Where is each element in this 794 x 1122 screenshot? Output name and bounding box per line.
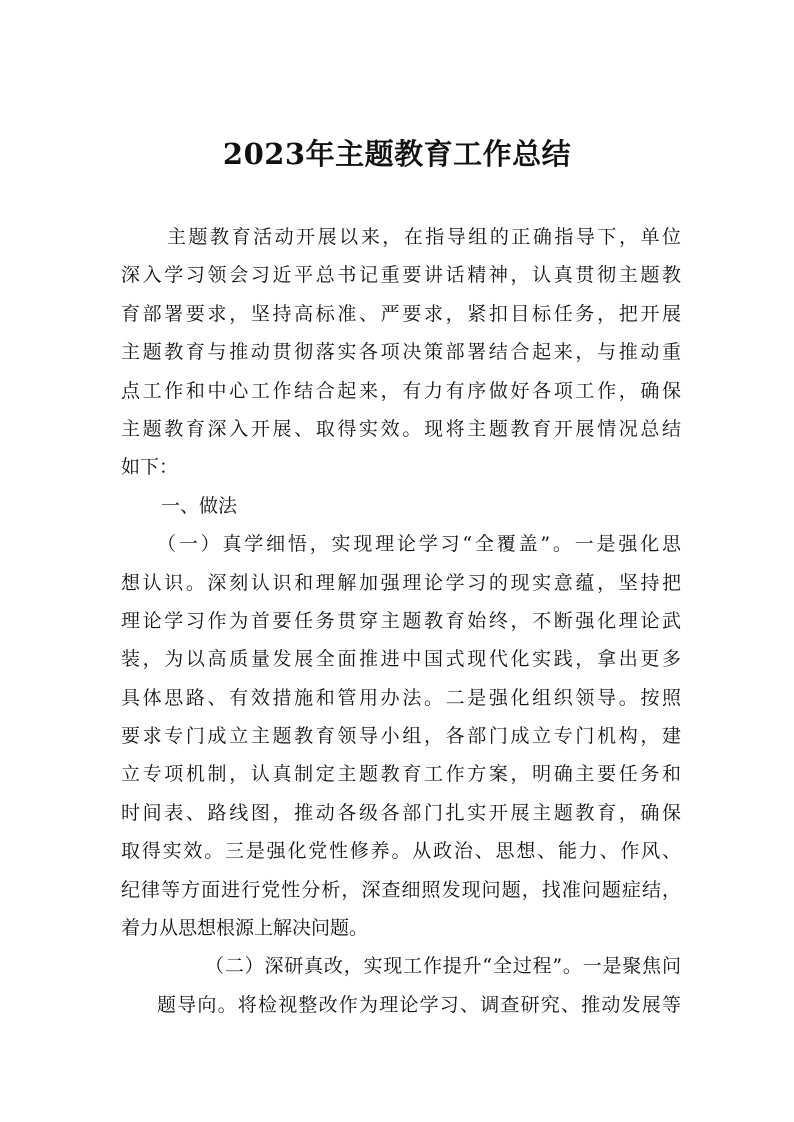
paragraph-line: 主题教育深入开展、取得实效。现将主题教育开展情况总结 [121,417,681,440]
paragraph-line: 着力从思想根源上解决问题。 [121,917,369,940]
paragraph-line: 主题教育活动开展以来，在指导组的正确指导下，单位 [167,226,681,248]
paragraph-line: 想认识。深刻认识和理解加强理论学习的现实意蕴，坚持把 [121,571,681,594]
document-body [121,218,681,1024]
paragraph-line: 纪律等方面进行党性分析，深查细照发现问题，找准问题症结， [121,878,681,901]
paragraph-line: 深入学习领会习近平总书记重要讲话精神，认真贯彻主题教 [121,264,681,287]
paragraph-line: 取得实效。三是强化党性修养。从政治、思想、能力、作风、 [121,840,681,863]
subsection-heading-line: （二）深研真改，实现工作提升“全过程”。一是聚焦问 [205,955,681,978]
paragraph-line: 立专项机制，认真制定主题教育工作方案，明确主要任务和 [121,763,681,786]
paragraph-line: 时间表、路线图，推动各级各部门扎实开展主题教育，确保 [121,801,681,824]
paragraph-line: 具体思路、有效措施和管用办法。二是强化组织领导。按照 [121,686,681,709]
paragraph-line: 理论学习作为首要任务贯穿主题教育始终，不断强化理论武 [121,609,681,632]
paragraph-line: 点工作和中心工作结合起来，有力有序做好各项工作，确保 [121,379,681,402]
paragraph-line: 装，为以高质量发展全面推进中国式现代化实践，拿出更多 [121,648,681,671]
subsection-heading-line: （一）真学细悟，实现理论学习“全覆盖”。一是强化思 [157,533,681,556]
paragraph-line: 题导向。将检视整改作为理论学习、调查研究、推动发展等 [157,993,681,1016]
section-heading: 一、做法 [161,494,238,517]
document-title: 2023年主题教育工作总结 [222,137,572,171]
paragraph-line: 如下： [121,456,179,479]
paragraph-line: 要求专门成立主题教育领导小组，各部门成立专门机构，建 [121,725,681,748]
paragraph-line: 主题教育与推动贯彻落实各项决策部署结合起来，与推动重 [121,341,681,364]
paragraph-line: 育部署要求，坚持高标准、严要求，紧扣目标任务，把开展 [121,302,681,325]
